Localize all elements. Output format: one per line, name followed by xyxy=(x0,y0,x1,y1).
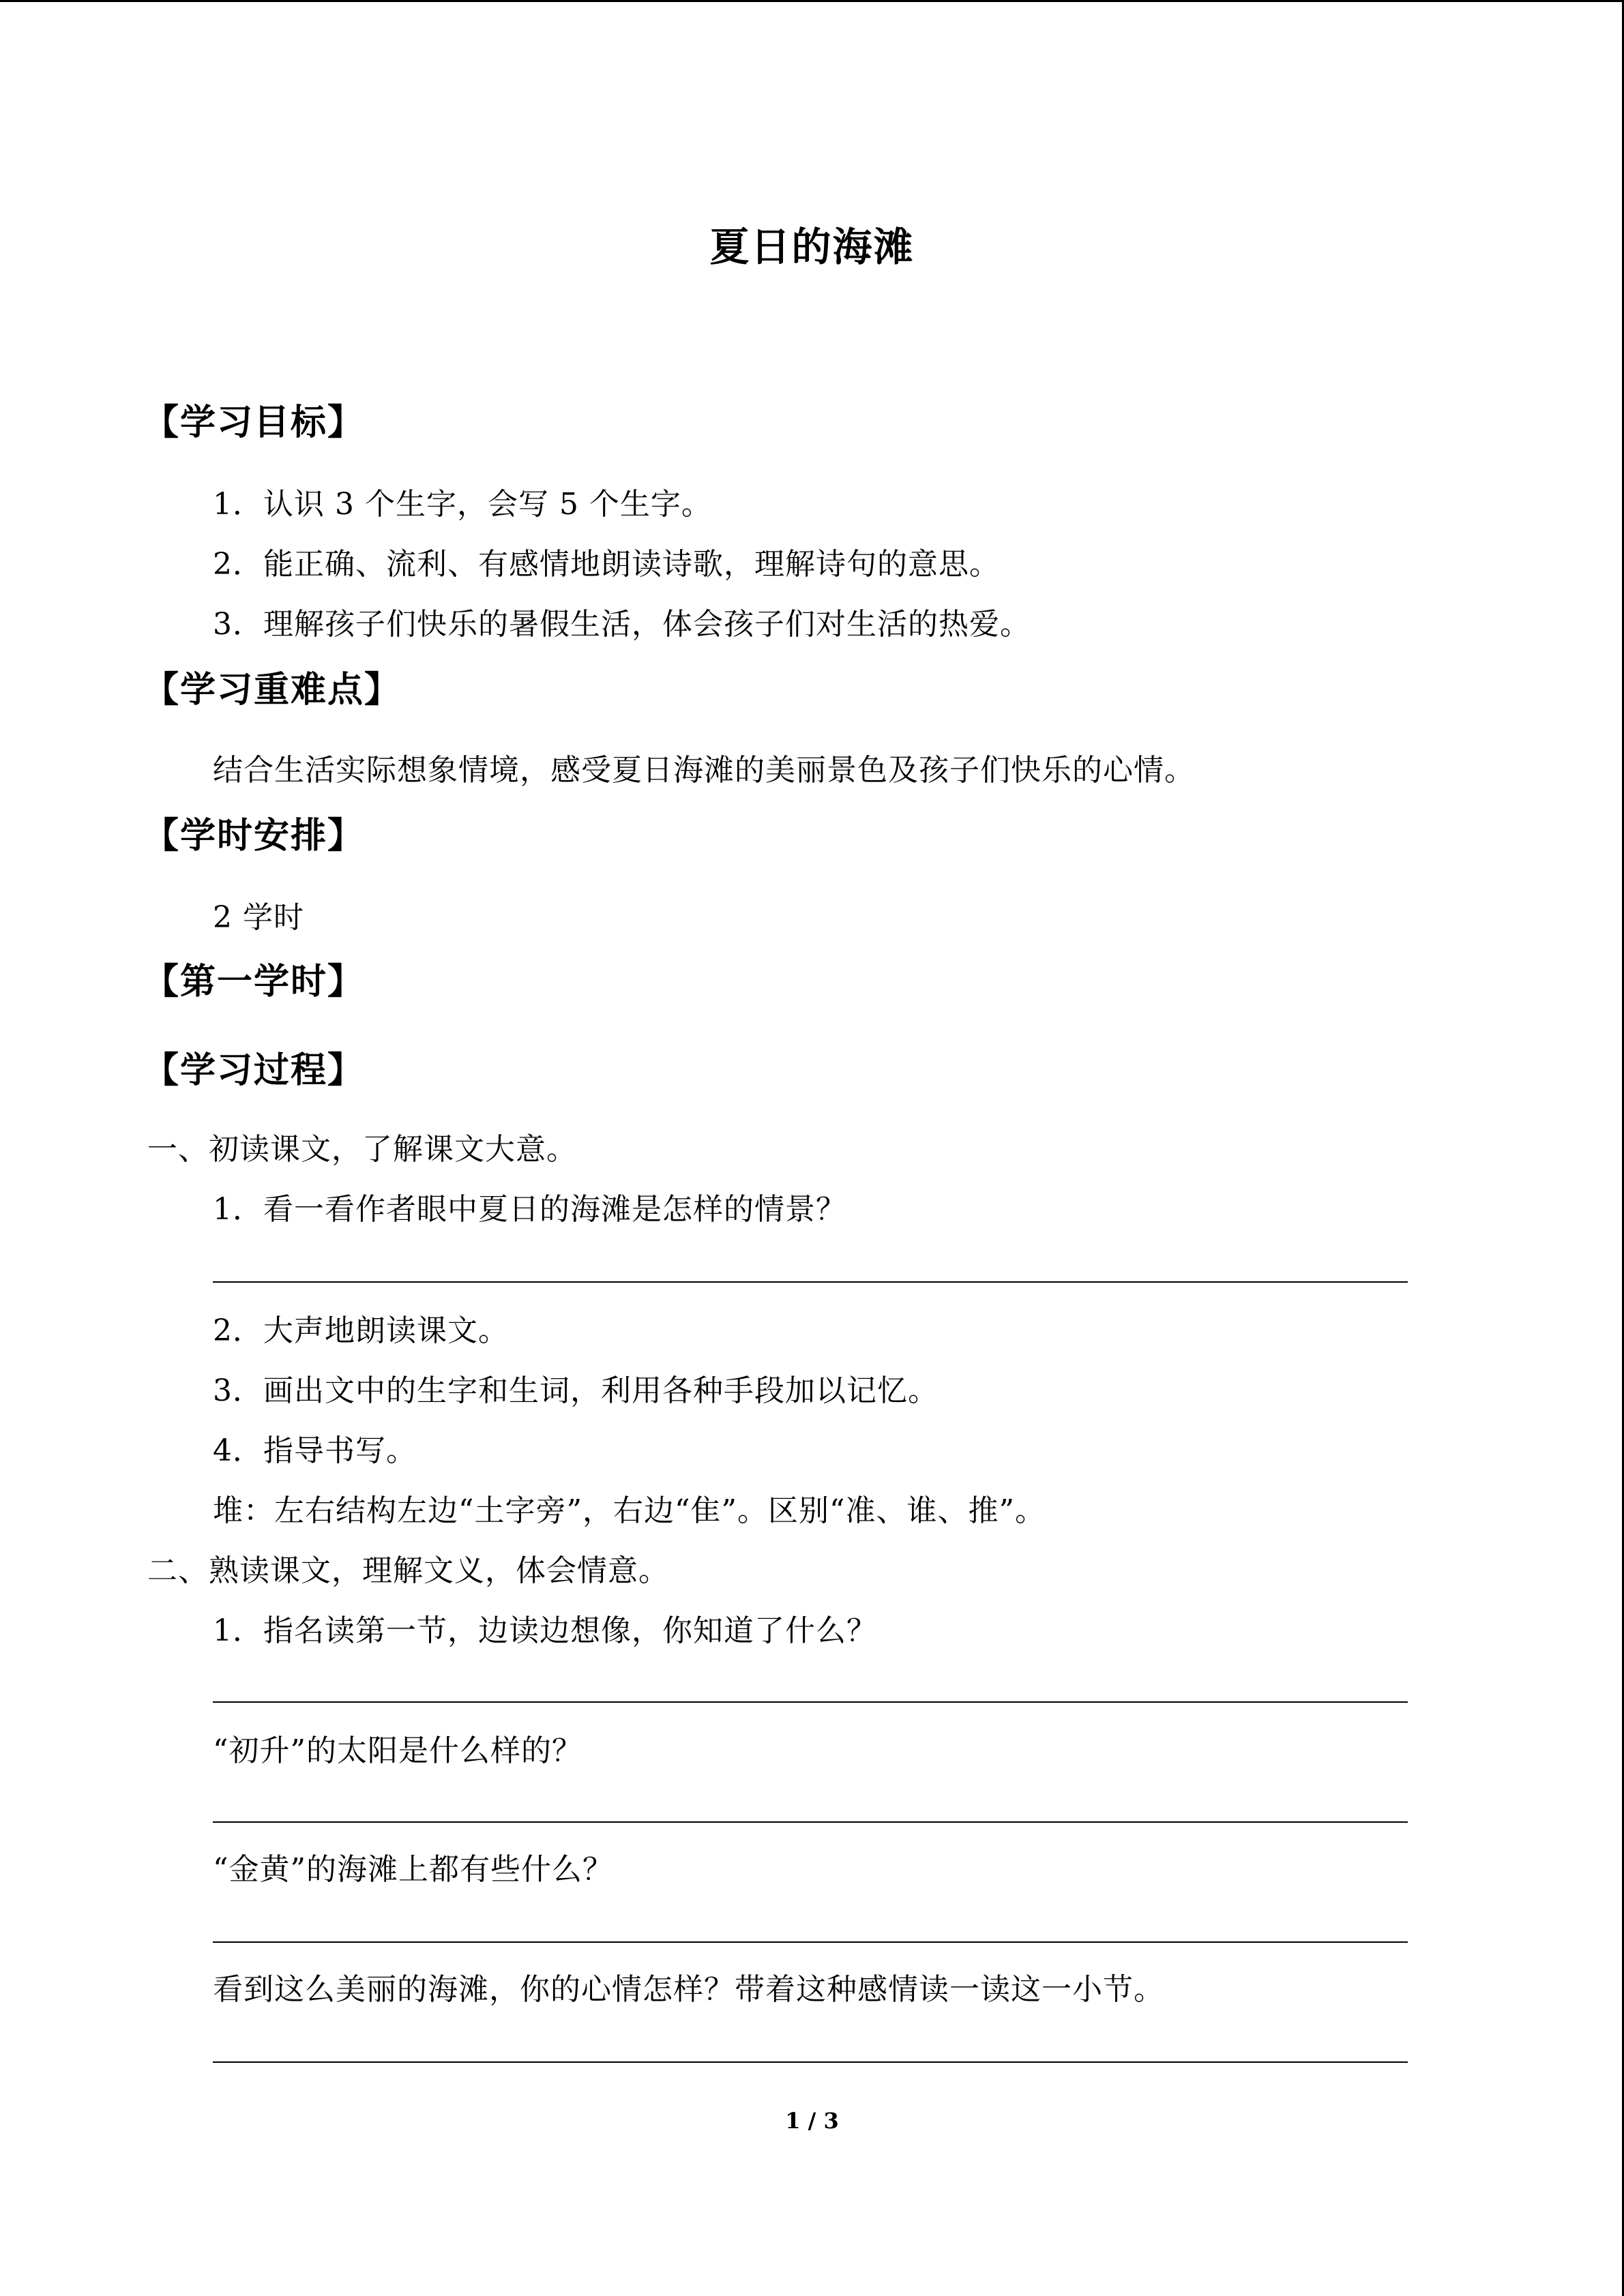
key-points-text: 结合生活实际想象情境，感受夏日海滩的美丽景色及孩子们快乐的心情。 xyxy=(213,753,1195,788)
answer-line xyxy=(213,1701,1408,1703)
part1-question-2: 2．大声地朗读课文。 xyxy=(213,1313,509,1348)
objective-item-1: 1．认识 3 个生字，会写 5 个生字。 xyxy=(213,487,712,522)
document-title: 夏日的海滩 xyxy=(709,224,915,270)
answer-line xyxy=(213,2061,1408,2063)
objective-item-3: 3．理解孩子们快乐的暑假生活，体会孩子们对生活的热爱。 xyxy=(213,607,1031,642)
heading-key-points: 【学习重难点】 xyxy=(143,670,402,711)
heading-first-period: 【第一学时】 xyxy=(143,961,365,1002)
schedule-text: 2 学时 xyxy=(213,900,304,935)
part2-sub-question-2: “金黄”的海滩上都有些什么？ xyxy=(213,1852,613,1887)
part2-question-1: 1．指名读第一节，边读边想像，你知道了什么？ xyxy=(213,1613,877,1648)
part1-question-1: 1．看一看作者眼中夏日的海滩是怎样的情景？ xyxy=(213,1192,846,1227)
heading-objectives: 【学习目标】 xyxy=(143,402,365,443)
heading-schedule: 【学时安排】 xyxy=(143,816,365,856)
part1-title: 一、初读课文，了解课文大意。 xyxy=(147,1132,577,1167)
answer-line xyxy=(213,1941,1408,1943)
part1-writing-note: 堆：左右结构左边“土字旁”，右边“隹”。区别“准、谁、推”。 xyxy=(213,1493,1046,1528)
part2-title: 二、熟读课文，理解文义，体会情意。 xyxy=(147,1553,669,1588)
answer-line xyxy=(213,1821,1408,1823)
answer-line xyxy=(213,1281,1408,1283)
part2-sub-question-1: “初升”的太阳是什么样的？ xyxy=(213,1733,582,1768)
part1-question-4: 4．指导书写。 xyxy=(213,1433,417,1468)
heading-process: 【学习过程】 xyxy=(143,1050,365,1091)
part1-question-3: 3．画出文中的生字和生词，利用各种手段加以记忆。 xyxy=(213,1373,939,1408)
objective-item-2: 2．能正确、流利、有感情地朗读诗歌，理解诗句的意思。 xyxy=(213,547,1000,582)
page-indicator: 1 / 3 xyxy=(785,2108,839,2134)
part2-sub-question-3: 看到这么美丽的海滩，你的心情怎样？带着这种感情读一读这一小节。 xyxy=(213,1972,1164,2007)
